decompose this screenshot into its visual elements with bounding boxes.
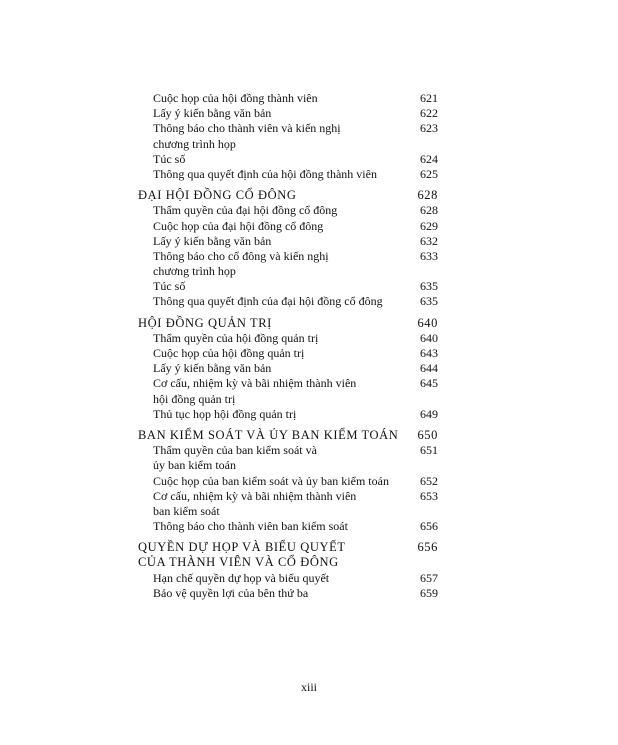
- toc-entry-page: 652: [420, 473, 438, 488]
- toc-entry-page: 632: [420, 233, 438, 248]
- toc-entry-title: ĐẠI HỘI ĐỒNG CỔ ĐÔNG: [138, 188, 297, 203]
- toc-entry-page: 657: [420, 570, 438, 585]
- toc-section-heading: [138, 316, 438, 331]
- toc-subentry: [138, 519, 438, 534]
- toc-subentry: [138, 474, 438, 489]
- toc-entry-title: Cuộc họp của đại hội đồng cổ đông: [153, 218, 324, 233]
- toc-entry-title: Thông qua quyết định của đại hội đồng cổ đông: [153, 294, 383, 309]
- toc-entry-title: Thủ tục họp hội đồng quản trị: [153, 406, 297, 421]
- toc-entry-title: Túc số: [153, 279, 186, 294]
- toc-entry-title: CỦA THÀNH VIÊN VÀ CỔ ĐÔNG: [138, 555, 339, 570]
- table-of-contents: [138, 91, 438, 601]
- toc-entry-page: 640: [420, 330, 438, 345]
- toc-subentry: [138, 167, 438, 182]
- toc-entry-title: Thông báo cho cổ đông và kiến nghị: [153, 248, 329, 263]
- toc-entry-page: 635: [420, 279, 438, 294]
- toc-entry-title: Bảo vệ quyền lợi của bên thứ ba: [153, 585, 309, 600]
- toc-subentry: [138, 571, 438, 586]
- toc-entry-title: chương trình họp: [153, 264, 236, 279]
- toc-entry-title: Cuộc họp của ban kiểm soát và ủy ban kiểm toán: [153, 473, 389, 488]
- toc-entry-title: Thông báo cho thành viên ban kiểm soát: [153, 519, 348, 534]
- toc-subentry-continuation: [138, 458, 438, 473]
- toc-entry-title: ủy ban kiểm toán: [153, 458, 236, 473]
- toc-entry-page: 628: [420, 203, 438, 218]
- toc-subentry-continuation: [138, 264, 438, 279]
- toc-entry-page: 624: [420, 151, 438, 166]
- toc-subentry: [138, 361, 438, 376]
- toc-entry-title: Thẩm quyền của hội đồng quản trị: [153, 330, 319, 345]
- toc-entry-title: Túc số: [153, 151, 186, 166]
- toc-entry-title: HỘI ĐỒNG QUẢN TRỊ: [138, 315, 272, 330]
- toc-subentry: [138, 219, 438, 234]
- toc-entry-page: 623: [420, 121, 438, 136]
- toc-subentry: [138, 376, 438, 391]
- toc-entry-page: 629: [420, 218, 438, 233]
- toc-entry-title: chương trình họp: [153, 136, 236, 151]
- toc-entry-page: 653: [420, 488, 438, 503]
- toc-subentry: [138, 279, 438, 294]
- toc-subentry-continuation: [138, 504, 438, 519]
- toc-entry-title: Cơ cấu, nhiệm kỳ và bãi nhiệm thành viên: [153, 376, 357, 391]
- toc-entry-title: BAN KIỂM SOÁT VÀ ỦY BAN KIỂM TOÁN: [138, 427, 399, 442]
- toc-subentry: [138, 346, 438, 361]
- toc-subentry: [138, 443, 438, 458]
- toc-entry-page: 622: [420, 106, 438, 121]
- toc-entry-page: 650: [417, 427, 438, 442]
- toc-entry-title: Lấy ý kiến bằng văn bản: [153, 361, 272, 376]
- toc-entry-page: 621: [420, 91, 438, 105]
- toc-entry-title: QUYỀN DỰ HỌP VÀ BIỂU QUYẾT: [138, 540, 346, 555]
- toc-entry-page: 643: [420, 346, 438, 360]
- toc-subentry: [138, 586, 438, 601]
- toc-entry-title: Hạn chế quyền dự họp và biểu quyết: [153, 570, 330, 585]
- toc-section-heading-continuation: [138, 555, 438, 570]
- toc-entry-page: 651: [420, 443, 438, 458]
- toc-entry-title: Thẩm quyền của ban kiểm soát và: [153, 443, 317, 458]
- toc-section-heading: [138, 428, 438, 443]
- toc-entry-page: 633: [420, 248, 438, 263]
- toc-entry-page: 656: [420, 519, 438, 534]
- toc-entry-title: Thẩm quyền của đại hội đồng cổ đông: [153, 203, 338, 218]
- toc-entry-title: Cuộc họp của hội đồng thành viên: [153, 91, 318, 105]
- page-number: xiii: [300, 680, 317, 694]
- toc-entry-title: Cuộc họp của hội đồng quản trị: [153, 346, 305, 360]
- toc-entry-title: Lấy ý kiến bằng văn bản: [153, 106, 272, 121]
- toc-entry-title: Thông qua quyết định của hội đồng thành viên: [153, 166, 377, 181]
- toc-subentry: [138, 106, 438, 121]
- toc-subentry: [138, 407, 438, 422]
- toc-entry-title: Thông báo cho thành viên và kiến nghị: [153, 121, 341, 136]
- toc-entry-title: Cơ cấu, nhiệm kỳ và bãi nhiệm thành viên: [153, 488, 357, 503]
- toc-section-heading: [138, 188, 438, 203]
- toc-entry-page: 656: [417, 540, 438, 555]
- toc-entry-page: 628: [417, 188, 438, 203]
- toc-subentry: [138, 489, 438, 504]
- toc-subentry: [138, 331, 438, 346]
- toc-subentry: [138, 152, 438, 167]
- toc-entry-page: 659: [420, 585, 438, 600]
- toc-entry-title: Lấy ý kiến bằng văn bản: [153, 233, 272, 248]
- toc-subentry: [138, 203, 438, 218]
- toc-entry-page: 625: [420, 166, 438, 181]
- toc-entry-title: ban kiểm soát: [153, 503, 220, 518]
- toc-entry-title: hội đồng quản trị: [153, 391, 236, 406]
- toc-subentry: [138, 249, 438, 264]
- toc-subentry: [138, 234, 438, 249]
- toc-entry-page: 644: [420, 361, 438, 376]
- toc-entry-page: 635: [420, 294, 438, 309]
- toc-subentry: [138, 121, 438, 136]
- toc-subentry: [138, 91, 438, 106]
- toc-entry-page: 649: [420, 406, 438, 421]
- toc-subentry: [138, 294, 438, 309]
- toc-entry-page: 640: [417, 315, 438, 330]
- toc-subentry-continuation: [138, 392, 438, 407]
- toc-section-heading: [138, 540, 438, 555]
- toc-entry-page: 645: [420, 376, 438, 391]
- toc-subentry-continuation: [138, 137, 438, 152]
